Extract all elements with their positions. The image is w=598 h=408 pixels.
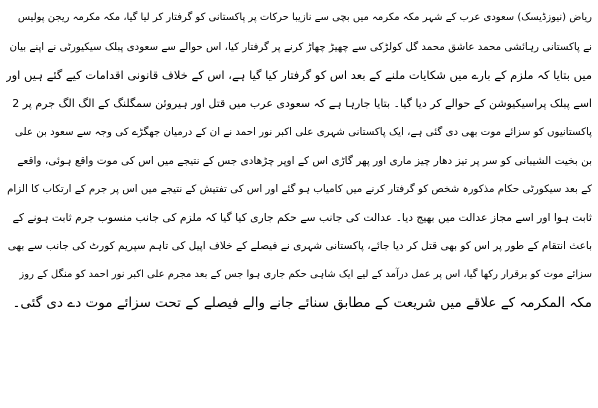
news-article-body xyxy=(6,4,592,318)
article-line: کے بعد سیکورٹی حکام مذکورہ شخص کو گرفتار کرنے میں کامیاب ہو گئے اور اس کی تفتیش کے نتیجے میں اس پر جرم کے ارتکاب کا الزام xyxy=(7,183,592,195)
article-line: پاکستانیوں کو سزائے موت بھی دی گئی ہے، ایک پاکستانی شہری علی اکبر نور احمد نے ان کے درمیان جھگڑے کی وجہ سے سعود بن علی xyxy=(14,126,592,138)
article-line: میں بتایا کہ ملزم کے بارے میں شکایات ملنے کے بعد اس کو گرفتار کیا گیا ہے، اس کے خلاف قانونی اقدامات کیے گئے ہیں اور xyxy=(6,68,592,82)
article-line: ثابت ہوا اور اسے مجاز عدالت میں بھیج دیا۔ عدالت کی جانب سے حکم جاری کیا گیا کہ ملزم کی جانب منسوب جرم ثابت ہونے کے xyxy=(12,210,592,224)
article-line: اسے پبلک پراسیکیوشن کے حوالے کر دیا گیا۔ بتایا جارہا ہے کہ سعودی عرب میں قتل اور ہیروئن سمگلنگ کے الگ الگ جرم پر 2 xyxy=(12,96,592,110)
article-line: بن بخیت الشیبانی کو سر پر تیز دھار چیز ماری اور پھر گاڑی اس کے اوپر چڑھادی جس کے نتیجے میں اس کی موت واقع ہوئی، واقعے xyxy=(17,154,592,167)
article-line: باعث انتقام کے طور پر اس کو بھی قتل کر دیا جائے، پاکستانی شہری نے فیصلے کے خلاف اپیل کی تاہم سپریم کورٹ کی جانب سے بھی xyxy=(7,240,592,252)
article-line: ریاض (نیوزڈیسک) سعودی عرب کے شہر مکہ مکرمہ میں بچی سے نازیبا حرکات پر پاکستانی کو گرفتار کر لیا گیا، مکہ مکرمہ ریجن پولیس xyxy=(17,12,592,23)
article-line: نے پاکستانی رہائشی محمد عاشق محمد گل کولڑکی سے چھیڑ چھاڑ کرنے پر گرفتار کیا، اس حوالے سے سعودی پبلک سیکیورٹی نے اپنے بیان xyxy=(9,40,592,53)
article-line: سزائے موت کو برقرار رکھا گیا، اس پر عمل درآمد کے لیے ایک شاہی حکم جاری ہوا جس کے بعد مجرم علی اکبر نور احمد کو منگل کے روز xyxy=(19,268,592,280)
article-line: مکہ المکرمہ کے علاقے میں شریعت کے مطابق سنائے جانے والے فیصلے کے تحت سزائے موت دے دی گئی۔ xyxy=(12,295,592,311)
